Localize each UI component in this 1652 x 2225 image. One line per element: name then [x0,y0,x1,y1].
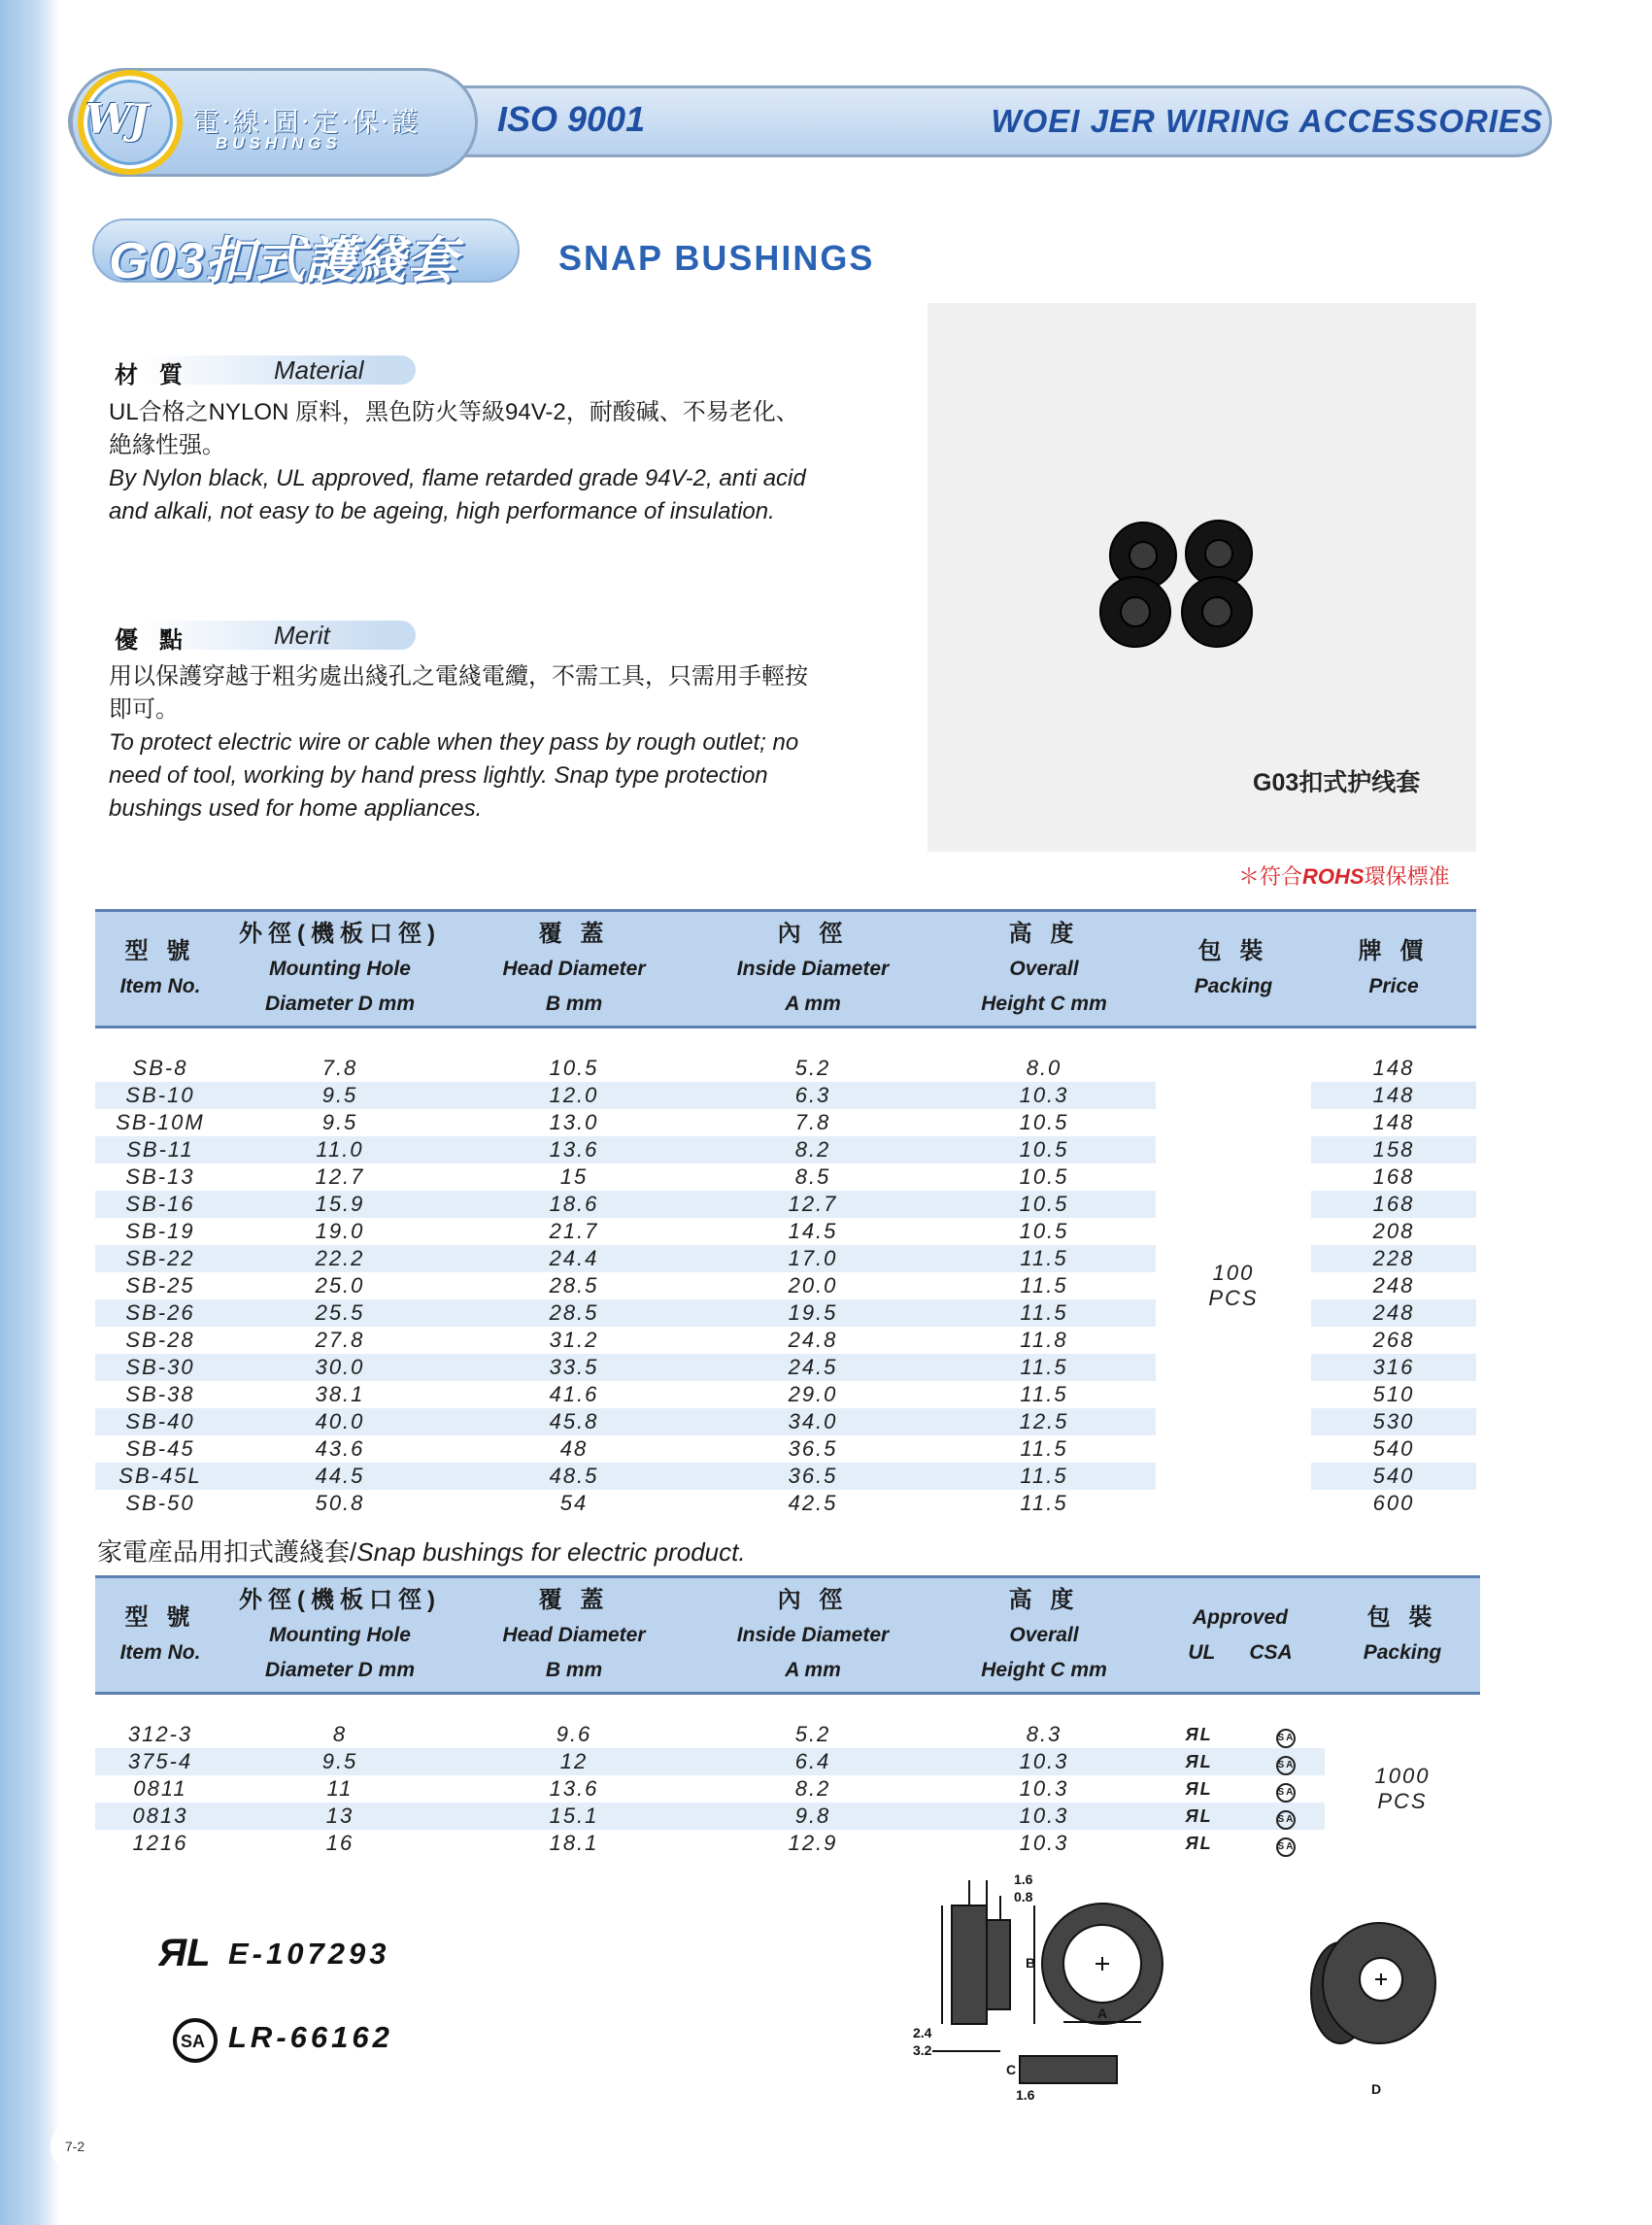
table-cell-item: SB-10M [95,1109,225,1136]
csa-mark-icon: SA [1276,1756,1296,1775]
table-cell-item: SB-25 [95,1272,225,1299]
table2-row [95,1721,1480,1748]
table-cell-b: 18.6 [455,1191,693,1218]
table2-cell-b: 15.1 [455,1803,693,1830]
table-cell-d: 44.5 [225,1463,455,1490]
page-number: 7-2 [51,2122,99,2171]
table-cell-b: 41.6 [455,1381,693,1408]
table-cell-c: 10.5 [932,1136,1156,1163]
table-cell-d: 22.2 [225,1245,455,1272]
material-label-en: Material [274,355,364,385]
table-cell-b: 24.4 [455,1245,693,1272]
merit-text-cn: 用以保護穿越于粗劣處出綫孔之電綫電纜，不需工具，只需用手輕按即可。 [109,663,808,723]
logo-mark: WJ [85,95,148,143]
table-cell-price: 148 [1311,1109,1476,1136]
table-cell-c: 10.5 [932,1163,1156,1191]
col-inside: 內 徑 Inside Diameter A mm [693,911,932,1028]
dim-top1: 1.6 [1014,1871,1033,1887]
merit-description [109,660,808,826]
table-cell-b: 13.0 [455,1109,693,1136]
ul-logo-icon [158,1933,226,1972]
table2-cell-item: 312-3 [95,1721,225,1748]
csa-mark-icon: SA [1276,1810,1296,1830]
table-cell-d: 25.0 [225,1272,455,1299]
dim-left2: 3.2 [913,2042,932,2058]
table-cell-a: 20.0 [693,1272,932,1299]
table-cell-c: 11.5 [932,1435,1156,1463]
dim-b: B [1026,1955,1036,1971]
dim-a: A [1097,2006,1108,2021]
table-cell-item: SB-28 [95,1327,225,1354]
table1-body [95,1028,1476,1517]
electric-product-table [95,1575,1480,1857]
table-cell-price: 158 [1311,1136,1476,1163]
table-cell-a: 42.5 [693,1490,932,1517]
col2-mounting: 外徑(機板口徑) Mounting Hole Diameter D mm [225,1577,455,1694]
table2-cell-b: 13.6 [455,1775,693,1803]
table-cell-d: 27.8 [225,1327,455,1354]
table-cell-c: 11.5 [932,1381,1156,1408]
table-cell-c: 11.5 [932,1299,1156,1327]
logo-english-text: BUSHINGS [216,134,342,152]
table2-row [95,1775,1480,1803]
table-cell-d: 15.9 [225,1191,455,1218]
ul-certificate-number: E-107293 [228,1937,390,1971]
table-cell-c: 10.5 [932,1109,1156,1136]
table-cell-item: SB-13 [95,1163,225,1191]
table-cell-d: 40.0 [225,1408,455,1435]
table-cell-d: 19.0 [225,1218,455,1245]
table-cell-price: 228 [1311,1245,1476,1272]
table2-cell-c: 10.3 [932,1775,1156,1803]
table-spacer-row [95,1028,1476,1055]
table-cell-item: SB-11 [95,1136,225,1163]
table-cell-price: 148 [1311,1055,1476,1082]
table-cell-item: SB-10 [95,1082,225,1109]
table2-cell-a: 8.2 [693,1775,932,1803]
table-cell-b: 13.6 [455,1136,693,1163]
col2-approved: Approved UL CSA [1156,1577,1325,1694]
table2-cell-b: 12 [455,1748,693,1775]
dim-left1: 2.4 [913,2025,932,2040]
col-packing: 包 裝 Packing [1156,911,1311,1028]
merit-text-en: To protect electric wire or cable when they pass by rough outlet; no need of tool, working by hand press lightly. Snap type protection bushings used for home appliances. [109,729,799,822]
table2-cell-item: 0813 [95,1803,225,1830]
material-label-cn: 材質 [115,362,204,388]
table2-cell-c: 10.3 [932,1748,1156,1775]
table-cell-item: SB-16 [95,1191,225,1218]
table-cell-a: 17.0 [693,1245,932,1272]
table-cell-b: 15 [455,1163,693,1191]
material-description [109,396,808,528]
table2-cell-a: 6.4 [693,1748,932,1775]
table-cell-d: 30.0 [225,1354,455,1381]
merit-label-en: Merit [274,621,330,650]
table-cell-item: SB-45 [95,1435,225,1463]
table-cell-price: 248 [1311,1299,1476,1327]
table-cell-item: SB-30 [95,1354,225,1381]
table-cell-a: 36.5 [693,1435,932,1463]
table-cell-d: 25.5 [225,1299,455,1327]
table-cell-d: 9.5 [225,1109,455,1136]
table-cell-a: 36.5 [693,1463,932,1490]
table-cell-b: 12.0 [455,1082,693,1109]
table2-row [95,1830,1480,1857]
table-cell-a: 24.5 [693,1354,932,1381]
ul-mark-icon: ЯL [1185,1833,1213,1853]
csa-mark-icon: SA [1276,1783,1296,1803]
table-cell-c: 10.5 [932,1218,1156,1245]
table2-cell-d: 8 [225,1721,455,1748]
svg-text:ЯL: ЯL [158,1933,211,1972]
col2-packing: 包 裝 Packing [1325,1577,1480,1694]
table-cell-a: 34.0 [693,1408,932,1435]
table-cell-d: 7.8 [225,1055,455,1082]
table-cell-item: SB-50 [95,1490,225,1517]
table2-row [95,1803,1480,1830]
table2-cell-d: 16 [225,1830,455,1857]
dim-bottom: 1.6 [1016,2087,1035,2103]
table-cell-c: 11.5 [932,1272,1156,1299]
table2-cell-approved [1156,1803,1325,1830]
left-decorative-strip [0,0,60,2225]
snap-bushings-table [95,909,1476,1517]
photo-caption: G03扣式护线套 [1253,769,1421,796]
ul-mark-icon: ЯL [1185,1751,1213,1771]
table2-cell-packing: 1000 PCS [1325,1721,1480,1857]
brand-name: WOEI JER WIRING ACCESSORIES [991,103,1543,139]
table-cell-b: 21.7 [455,1218,693,1245]
table2-cell-d: 13 [225,1803,455,1830]
table-cell-price: 530 [1311,1408,1476,1435]
material-text-en: By Nylon black, UL approved, flame retarded grade 94V-2, anti acid and alkali, not easy to be ageing, high performance of insulation. [109,465,806,524]
dimension-drawing [913,1867,1496,2119]
table-cell-price: 600 [1311,1490,1476,1517]
material-text-cn: UL合格之NYLON 原料，黑色防火等級94V-2，耐酸碱、不易老化、絶緣性强。 [109,399,799,458]
rohs-suffix: 環保標准 [1364,864,1450,889]
col-mounting: 外徑(機板口徑) Mounting Hole Diameter D mm [225,911,455,1028]
ul-mark-icon: ЯL [1185,1778,1213,1799]
table-cell-d: 9.5 [225,1082,455,1109]
table-cell-price: 148 [1311,1082,1476,1109]
table2-cell-c: 10.3 [932,1803,1156,1830]
merit-label-cn: 優點 [115,627,204,654]
ul-mark-icon: ЯL [1185,1724,1213,1744]
table-cell-a: 6.3 [693,1082,932,1109]
table-cell-d: 11.0 [225,1136,455,1163]
table-cell-item: SB-22 [95,1245,225,1272]
table-cell-item: SB-45L [95,1463,225,1490]
table-cell-price: 248 [1311,1272,1476,1299]
table2-cell-approved [1156,1721,1325,1748]
product-title: G03扣式護綫套 [109,233,457,289]
table-cell-c: 8.0 [932,1055,1156,1082]
table-cell-packing: 100 PCS [1156,1055,1311,1517]
table-cell-item: SB-19 [95,1218,225,1245]
table-cell-b: 48 [455,1435,693,1463]
iso-label: ISO 9001 [497,99,646,139]
subhead-en: Snap bushings for electric product. [356,1537,746,1567]
table2-cell-item: 0811 [95,1775,225,1803]
table2-cell-approved [1156,1830,1325,1857]
table-cell-item: SB-40 [95,1408,225,1435]
table-cell-price: 540 [1311,1463,1476,1490]
table-cell-price: 208 [1311,1218,1476,1245]
table-cell-b: 10.5 [455,1055,693,1082]
rohs-bold: ROHS [1302,864,1365,889]
col-height: 高 度 Overall Height C mm [932,911,1156,1028]
table-cell-b: 33.5 [455,1354,693,1381]
table-cell-c: 11.5 [932,1463,1156,1490]
table-cell-b: 28.5 [455,1272,693,1299]
table2-cell-b: 18.1 [455,1830,693,1857]
col-price: 牌 價 Price [1311,911,1476,1028]
dim-d: D [1371,2081,1382,2097]
logo-chinese-text: 電·線·固·定·保·護 [192,106,421,138]
table2-cell-c: 8.3 [932,1721,1156,1748]
table2-cell-d: 11 [225,1775,455,1803]
rohs-prefix: ＊符合 [1238,864,1303,889]
col2-height: 高 度 Overall Height C mm [932,1577,1156,1694]
table2-spacer-row [95,1694,1480,1721]
csa-logo-icon [171,2016,219,2065]
table-cell-c: 10.3 [932,1082,1156,1109]
table-cell-a: 29.0 [693,1381,932,1408]
table2-cell-a: 9.8 [693,1803,932,1830]
col-head: 覆 蓋 Head Diameter B mm [455,911,693,1028]
table-cell-c: 11.5 [932,1490,1156,1517]
table-cell-price: 540 [1311,1435,1476,1463]
table-cell-price: 168 [1311,1191,1476,1218]
product-title-english: SNAP BUSHINGS [558,238,875,278]
table-cell-d: 50.8 [225,1490,455,1517]
table2-cell-c: 10.3 [932,1830,1156,1857]
table-cell-item: SB-8 [95,1055,225,1082]
col-item: 型 號 Item No. [95,911,225,1028]
table-cell-price: 510 [1311,1381,1476,1408]
col2-item: 型 號 Item No. [95,1577,225,1694]
table-cell-c: 11.8 [932,1327,1156,1354]
dim-c: C [1006,2062,1017,2077]
electric-product-subhead [97,1533,746,1568]
table2-cell-item: 1216 [95,1830,225,1857]
table-cell-d: 38.1 [225,1381,455,1408]
table-header-row [95,911,1476,1028]
svg-text:SA: SA [181,2032,206,2051]
table-cell-a: 12.7 [693,1191,932,1218]
table-cell-c: 11.5 [932,1245,1156,1272]
table-cell-d: 12.7 [225,1163,455,1191]
table-cell-a: 19.5 [693,1299,932,1327]
table-cell-b: 45.8 [455,1408,693,1435]
table-cell-price: 168 [1311,1163,1476,1191]
table-cell-price: 316 [1311,1354,1476,1381]
table2-body [95,1694,1480,1857]
csa-mark-icon: SA [1276,1837,1296,1857]
table-cell-b: 54 [455,1490,693,1517]
table2-cell-a: 5.2 [693,1721,932,1748]
table-cell-c: 12.5 [932,1408,1156,1435]
table-cell-a: 8.5 [693,1163,932,1191]
table2-cell-a: 12.9 [693,1830,932,1857]
table-cell-a: 7.8 [693,1109,932,1136]
table-cell-a: 24.8 [693,1327,932,1354]
table-cell-d: 43.6 [225,1435,455,1463]
table2-cell-b: 9.6 [455,1721,693,1748]
table-cell-a: 8.2 [693,1136,932,1163]
ul-mark-icon: ЯL [1185,1805,1213,1826]
table2-row [95,1748,1480,1775]
csa-mark-icon: SA [1276,1729,1296,1748]
table-cell-item: SB-26 [95,1299,225,1327]
col2-inside: 內 徑 Inside Diameter A mm [693,1577,932,1694]
table2-cell-item: 375-4 [95,1748,225,1775]
dim-top2: 0.8 [1014,1889,1033,1905]
table-cell-c: 10.5 [932,1191,1156,1218]
table-cell-b: 48.5 [455,1463,693,1490]
table2-cell-d: 9.5 [225,1748,455,1775]
table-cell-b: 28.5 [455,1299,693,1327]
table2-cell-approved [1156,1775,1325,1803]
table-cell-b: 31.2 [455,1327,693,1354]
table-cell-price: 268 [1311,1327,1476,1354]
col2-head: 覆 蓋 Head Diameter B mm [455,1577,693,1694]
table-cell-item: SB-38 [95,1381,225,1408]
table-cell-a: 14.5 [693,1218,932,1245]
table-cell-c: 11.5 [932,1354,1156,1381]
csa-certificate-number: LR-66162 [228,2020,393,2054]
table2-cell-approved [1156,1748,1325,1775]
rohs-note [1238,860,1450,891]
table-row [95,1055,1476,1082]
subhead-cn: 家電産品用扣式護綫套/ [97,1537,357,1567]
table-cell-a: 5.2 [693,1055,932,1082]
table2-header-row [95,1577,1480,1694]
